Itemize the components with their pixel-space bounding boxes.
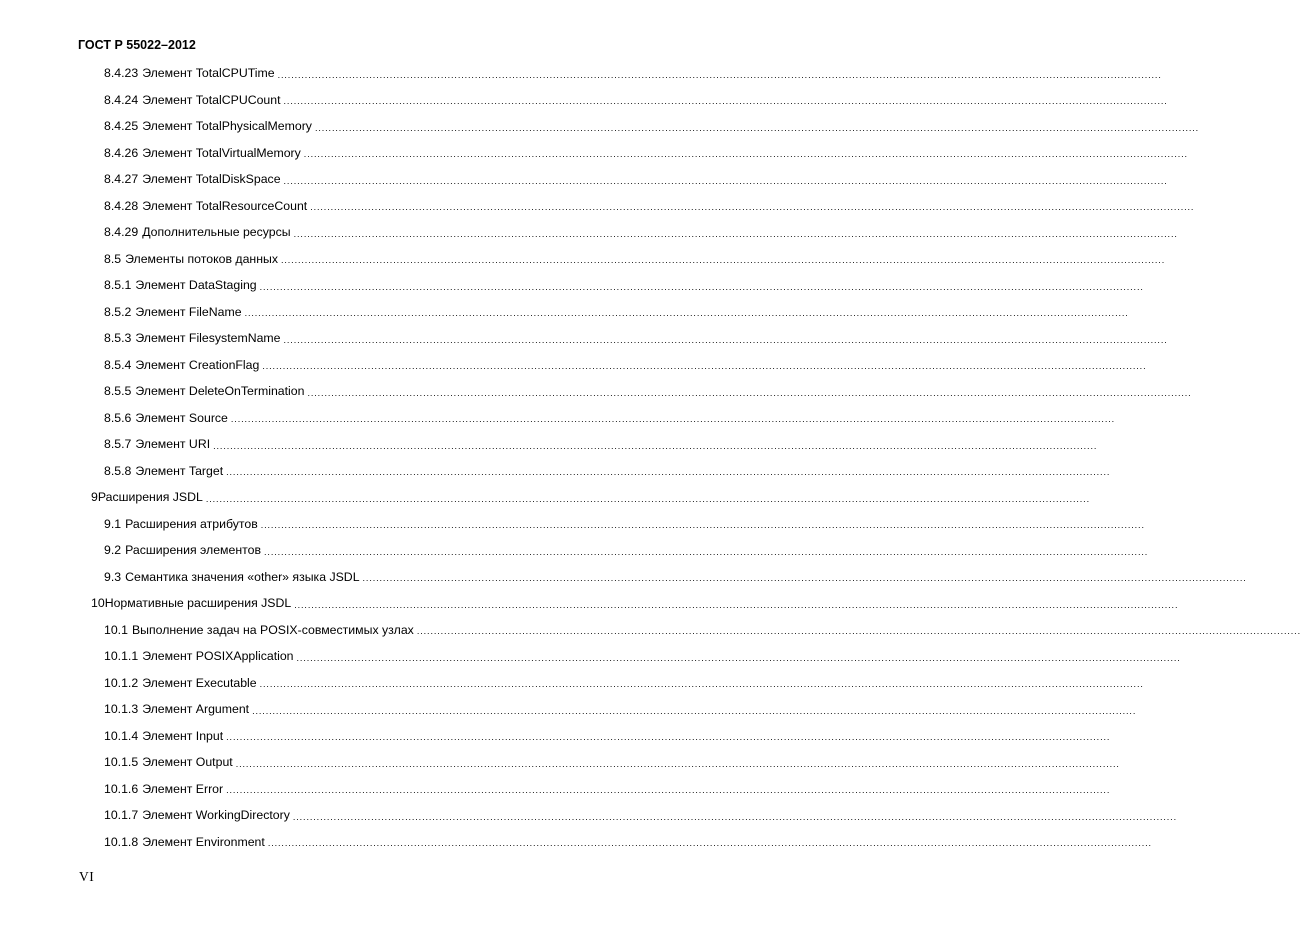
toc-entry	[0, 564, 1247, 591]
toc-entry-title: Элемент DataStaging	[135, 278, 257, 293]
toc-leader-dots: ....................................................................................................................................................................................................................................................................	[226, 732, 1111, 743]
toc-entry-number: 8.4.27	[104, 172, 139, 187]
toc-entry-title: Элемент Input	[142, 728, 224, 743]
toc-entry-title: Элемент Error	[142, 781, 224, 796]
toc-entry-number: 8.5.8	[104, 463, 132, 478]
toc-entry	[0, 590, 1179, 617]
toc-leader-dots: ....................................................................................................................................................................................................................................................................	[296, 652, 1181, 663]
toc-entry-title: Элемент Executable	[142, 675, 257, 690]
toc-entry-title: Расширения атрибутов	[125, 516, 258, 531]
toc-entry-title: Выполнение задач на POSIX-совместимых узлах	[131, 622, 414, 637]
toc-entry-number: 10.1.3	[104, 702, 139, 717]
toc-entry	[0, 140, 1188, 167]
toc-entry	[0, 272, 1144, 299]
toc-leader-dots: ....................................................................................................................................................................................................................................................................	[259, 679, 1144, 690]
toc-entry-title: Элемент CreationFlag	[135, 357, 260, 372]
toc-entry-number: 8.5	[104, 251, 122, 266]
toc-entry	[0, 802, 1177, 829]
page-number: VI	[79, 869, 95, 884]
toc-entry-title: Элемент TotalCPUTime	[142, 66, 275, 81]
toc-entry-title: Элемент Argument	[142, 702, 250, 717]
toc-entry-number: 10.1.4	[104, 728, 139, 743]
toc-entry-number: 8.4.25	[104, 119, 139, 134]
toc-entry	[0, 829, 1152, 856]
toc-entry	[0, 352, 1147, 379]
toc-leader-dots: ....................................................................................................................................................................................................................................................................	[283, 175, 1168, 186]
toc-entry	[0, 219, 1178, 246]
toc-entry	[0, 484, 1090, 511]
toc-leader-dots: ....................................................................................................................................................................................................................................................................	[362, 573, 1247, 584]
toc-entry	[0, 723, 1111, 750]
toc-entry-number: 8.4.29	[104, 225, 139, 240]
toc-entry-title: Элемент TotalResourceCount	[142, 198, 308, 213]
toc-entry-number: 8.4.28	[104, 198, 139, 213]
toc-entry-number: 8.5.3	[104, 331, 132, 346]
toc-leader-dots: ....................................................................................................................................................................................................................................................................	[205, 493, 1090, 504]
toc-entry	[0, 749, 1120, 776]
toc-leader-dots: ....................................................................................................................................................................................................................................................................	[292, 811, 1177, 822]
toc-entry-number: 8.4.26	[104, 145, 139, 160]
table-of-contents	[0, 60, 1301, 855]
toc-entry-number: 8.5.6	[104, 410, 132, 425]
toc-entry	[0, 537, 1149, 564]
toc-entry-number: 10.1	[104, 622, 128, 637]
toc-leader-dots: ....................................................................................................................................................................................................................................................................	[226, 785, 1111, 796]
toc-leader-dots: ....................................................................................................................................................................................................................................................................	[259, 281, 1144, 292]
toc-entry	[0, 670, 1144, 697]
toc-entry	[0, 378, 1192, 405]
toc-entry-title: Элемент DeleteOnTermination	[135, 384, 305, 399]
toc-leader-dots: ....................................................................................................................................................................................................................................................................	[314, 122, 1200, 133]
toc-entry-title: Элементы потоков данных	[125, 251, 278, 266]
toc-entry-number: 8.4.24	[104, 92, 139, 107]
toc-leader-dots: ....................................................................................................................................................................................................................................................................	[294, 599, 1179, 610]
toc-entry-number: 9.2	[104, 543, 122, 558]
toc-entry-title: Элемент Output	[142, 755, 233, 770]
toc-entry-title: Семантика значения «other» языка JSDL	[125, 569, 360, 584]
toc-entry	[0, 431, 1098, 458]
toc-entry	[0, 617, 1301, 644]
toc-leader-dots: ....................................................................................................................................................................................................................................................................	[307, 387, 1192, 398]
toc-entry	[0, 696, 1137, 723]
toc-entry	[0, 87, 1168, 114]
toc-entry	[0, 458, 1111, 485]
toc-entry	[0, 643, 1181, 670]
toc-entry-title: Элемент TotalDiskSpace	[142, 172, 281, 187]
toc-leader-dots: ....................................................................................................................................................................................................................................................................	[293, 228, 1178, 239]
toc-entry-title: Элемент WorkingDirectory	[142, 808, 290, 823]
toc-entry-number: 8.5.7	[104, 437, 132, 452]
toc-leader-dots: ....................................................................................................................................................................................................................................................................	[213, 440, 1098, 451]
toc-entry-number: 10.1.2	[104, 675, 139, 690]
toc-entry-title: Расширения JSDL	[97, 490, 203, 505]
toc-entry-number: 10	[91, 596, 105, 611]
toc-entry-number: 10.1.8	[104, 834, 139, 849]
toc-entry-number: 10.1.6	[104, 781, 139, 796]
toc-entry	[0, 193, 1195, 220]
toc-entry-title: Элемент URI	[135, 437, 211, 452]
toc-entry-title: Элемент TotalCPUCount	[142, 92, 281, 107]
toc-entry-number: 8.5.1	[104, 278, 132, 293]
toc-entry-title: Расширения элементов	[125, 543, 262, 558]
toc-entry-number: 8.5.2	[104, 304, 132, 319]
toc-entry-title: Нормативные расширения JSDL	[104, 596, 292, 611]
toc-entry	[0, 60, 1162, 87]
toc-leader-dots: ....................................................................................................................................................................................................................................................................	[264, 546, 1149, 557]
toc-leader-dots: ....................................................................................................................................................................................................................................................................	[283, 334, 1168, 345]
toc-leader-dots: ....................................................................................................................................................................................................................................................................	[226, 467, 1111, 478]
toc-entry-title: Дополнительные ресурсы	[142, 225, 291, 240]
toc-entry-number: 10.1.1	[104, 649, 139, 664]
toc-entry-number: 9.1	[104, 516, 122, 531]
toc-entry	[0, 246, 1166, 273]
toc-leader-dots: ....................................................................................................................................................................................................................................................................	[310, 202, 1195, 213]
toc-entry-number: 8.5.5	[104, 384, 132, 399]
toc-leader-dots: ....................................................................................................................................................................................................................................................................	[244, 308, 1129, 319]
toc-entry-title: Элемент Target	[135, 463, 224, 478]
toc-entry	[0, 325, 1168, 352]
toc-leader-dots: ....................................................................................................................................................................................................................................................................	[252, 705, 1137, 716]
toc-entry	[0, 113, 1200, 140]
toc-entry-title: Элемент TotalPhysicalMemory	[142, 119, 312, 134]
toc-entry	[0, 511, 1145, 538]
toc-leader-dots: ....................................................................................................................................................................................................................................................................	[283, 96, 1168, 107]
document-header: ГОСТ Р 55022–2012	[78, 38, 196, 52]
toc-entry-title: Элемент FileName	[135, 304, 242, 319]
toc-entry-title: Элемент TotalVirtualMemory	[142, 145, 301, 160]
toc-entry-number: 10.1.5	[104, 755, 139, 770]
toc-leader-dots: ....................................................................................................................................................................................................................................................................	[416, 626, 1301, 637]
toc-entry-title: Элемент Environment	[142, 834, 265, 849]
toc-entry-number: 9	[91, 490, 98, 505]
toc-leader-dots: ....................................................................................................................................................................................................................................................................	[303, 149, 1188, 160]
toc-leader-dots: ....................................................................................................................................................................................................................................................................	[235, 758, 1120, 769]
toc-leader-dots: ....................................................................................................................................................................................................................................................................	[260, 520, 1145, 531]
toc-entry-number: 8.5.4	[104, 357, 132, 372]
toc-entry	[0, 299, 1129, 326]
toc-entry	[0, 405, 1116, 432]
toc-leader-dots: ....................................................................................................................................................................................................................................................................	[280, 255, 1166, 266]
toc-leader-dots: ....................................................................................................................................................................................................................................................................	[262, 361, 1147, 372]
toc-leader-dots: ....................................................................................................................................................................................................................................................................	[230, 414, 1116, 425]
toc-entry-title: Элемент POSIXApplication	[142, 649, 294, 664]
toc-entry-title: Элемент Source	[135, 410, 228, 425]
toc-entry-number: 10.1.7	[104, 808, 139, 823]
toc-entry-number: 8.4.23	[104, 66, 139, 81]
toc-entry	[0, 166, 1168, 193]
toc-leader-dots: ....................................................................................................................................................................................................................................................................	[277, 69, 1162, 80]
toc-entry-number: 9.3	[104, 569, 122, 584]
toc-entry	[0, 776, 1111, 803]
toc-entry-title: Элемент FilesystemName	[135, 331, 281, 346]
toc-leader-dots: ....................................................................................................................................................................................................................................................................	[267, 838, 1152, 849]
